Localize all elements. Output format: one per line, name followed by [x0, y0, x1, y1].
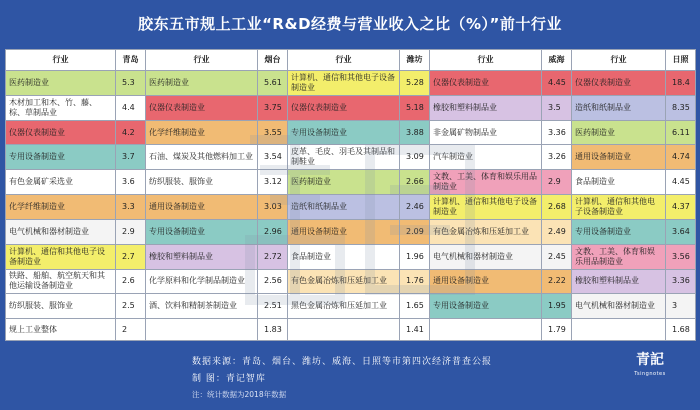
- header-industry-yantai: 行业: [146, 50, 258, 71]
- industry-cell-qingdao: 木材加工和木、竹、藤、棕、草制品业: [6, 95, 116, 120]
- industry-cell-yantai: 石油、煤炭及其他燃料加工业: [146, 145, 258, 170]
- industry-cell-weifang: 有色金属冶炼和压延加工业: [288, 269, 400, 294]
- table-body: [6, 71, 696, 341]
- value-cell-qingdao: 3.6: [116, 170, 146, 195]
- industry-cell-weihai: 电气机械和器材制造业: [430, 244, 542, 269]
- table-row: [6, 170, 696, 195]
- header-industry-weihai: 行业: [430, 50, 542, 71]
- value-cell-rizhao: 18.4: [666, 71, 696, 96]
- value-cell-weihai: 3.26: [542, 145, 572, 170]
- industry-cell-qingdao: 专用设备制造业: [6, 145, 116, 170]
- value-cell-weifang: 3.09: [400, 145, 430, 170]
- value-cell-qingdao: 2.5: [116, 294, 146, 319]
- footer: [0, 341, 700, 410]
- industry-cell-weifang: 医药制造业: [288, 170, 400, 195]
- value-cell-rizhao: 4.45: [666, 170, 696, 195]
- value-cell-yantai: 3.55: [258, 120, 288, 145]
- industry-cell-qingdao: 有色金属矿采选业: [6, 170, 116, 195]
- footnote-text: 注：统计数据为2018年数据: [192, 390, 287, 399]
- total-value-weifang: 1.41: [400, 319, 430, 341]
- industry-cell-qingdao: 纺织服装、服饰业: [6, 294, 116, 319]
- industry-cell-rizhao: 橡胶和塑料制品业: [572, 269, 666, 294]
- value-cell-weihai: 3.36: [542, 120, 572, 145]
- value-cell-weifang: 5.28: [400, 71, 430, 96]
- industry-cell-qingdao: 仪器仪表制造业: [6, 120, 116, 145]
- value-cell-weihai: 1.95: [542, 294, 572, 319]
- value-cell-rizhao: 3.56: [666, 244, 696, 269]
- industry-cell-weihai: 橡胶和塑料制品业: [430, 95, 542, 120]
- value-cell-weifang: 1.65: [400, 294, 430, 319]
- value-cell-qingdao: 2.6: [116, 269, 146, 294]
- industry-cell-weihai: 文教、工美、体育和娱乐用品制造业: [430, 170, 542, 195]
- industry-cell-weifang: 食品制造业: [288, 244, 400, 269]
- chart-maker-text: 制 图：青记智库: [192, 374, 266, 384]
- value-cell-qingdao: 5.3: [116, 71, 146, 96]
- value-cell-qingdao: 3.7: [116, 145, 146, 170]
- total-value-rizhao: 1.68: [666, 319, 696, 341]
- industry-cell-weifang: 黑色金属冶炼和压延加工业: [288, 294, 400, 319]
- value-cell-weifang: 5.18: [400, 95, 430, 120]
- value-cell-yantai: 2.72: [258, 244, 288, 269]
- value-cell-weifang: 1.96: [400, 244, 430, 269]
- value-cell-rizhao: 8.35: [666, 95, 696, 120]
- value-cell-weihai: 2.49: [542, 219, 572, 244]
- value-cell-weifang: 2.66: [400, 170, 430, 195]
- value-cell-yantai: 2.51: [258, 294, 288, 319]
- value-cell-rizhao: 6.11: [666, 120, 696, 145]
- industry-cell-rizhao: 计算机、通信和其他电子设备制造业: [572, 195, 666, 220]
- brand-logo-cn: 青記: [636, 352, 664, 368]
- value-cell-yantai: 3.12: [258, 170, 288, 195]
- industry-cell-weifang: 通用设备制造业: [288, 219, 400, 244]
- value-cell-yantai: 5.61: [258, 71, 288, 96]
- brand-logo: [626, 349, 674, 389]
- industry-cell-yantai: 橡胶和塑料制品业: [146, 244, 258, 269]
- header-city-weifang: 潍坊: [400, 50, 430, 71]
- value-cell-rizhao: 3.64: [666, 219, 696, 244]
- industry-cell-qingdao: 电气机械和器材制造业: [6, 219, 116, 244]
- value-cell-weifang: 2.09: [400, 219, 430, 244]
- total-value-qingdao: 2: [116, 319, 146, 341]
- table-row: [6, 269, 696, 294]
- industry-cell-rizhao: 医药制造业: [572, 120, 666, 145]
- total-value-yantai: 1.83: [258, 319, 288, 341]
- industry-cell-qingdao: 计算机、通信和其他电子设备制造业: [6, 244, 116, 269]
- industry-cell-weifang: 皮革、毛皮、羽毛及其制品和制鞋业: [288, 145, 400, 170]
- header-industry-qingdao: 行业: [6, 50, 116, 71]
- value-cell-weifang: 3.88: [400, 120, 430, 145]
- value-cell-qingdao: 4.2: [116, 120, 146, 145]
- industry-cell-yantai: 医药制造业: [146, 71, 258, 96]
- table-row: [6, 95, 696, 120]
- industry-cell-weifang: 计算机、通信和其他电子设备制造业: [288, 71, 400, 96]
- industry-cell-yantai: 专用设备制造业: [146, 219, 258, 244]
- table-row: [6, 294, 696, 319]
- value-cell-yantai: 2.56: [258, 269, 288, 294]
- value-cell-yantai: 3.03: [258, 195, 288, 220]
- value-cell-rizhao: 4.74: [666, 145, 696, 170]
- total-label: 规上工业整体: [6, 319, 116, 341]
- industry-cell-weihai: 通用设备制造业: [430, 269, 542, 294]
- industry-cell-rizhao: 仪器仪表制造业: [572, 71, 666, 96]
- industry-cell-qingdao: 铁路、船舶、航空航天和其他运输设备制造业: [6, 269, 116, 294]
- value-cell-weihai: 2.68: [542, 195, 572, 220]
- industry-cell-rizhao: 通用设备制造业: [572, 145, 666, 170]
- value-cell-weihai: 2.9: [542, 170, 572, 195]
- header-city-qingdao: 青岛: [116, 50, 146, 71]
- value-cell-weihai: 4.45: [542, 71, 572, 96]
- value-cell-rizhao: 4.37: [666, 195, 696, 220]
- header-industry-weifang: 行业: [288, 50, 400, 71]
- industry-cell-weihai: 专用设备制造业: [430, 294, 542, 319]
- value-cell-qingdao: 4.4: [116, 95, 146, 120]
- industry-cell-weihai: 汽车制造业: [430, 145, 542, 170]
- industry-table-container: [5, 49, 695, 341]
- total-value-weihai: 1.79: [542, 319, 572, 341]
- value-cell-yantai: 3.54: [258, 145, 288, 170]
- value-cell-qingdao: 2.7: [116, 244, 146, 269]
- value-cell-rizhao: 3: [666, 294, 696, 319]
- industry-cell-rizhao: 造纸和纸制品业: [572, 95, 666, 120]
- value-cell-qingdao: 3.3: [116, 195, 146, 220]
- industry-cell-qingdao: 医药制造业: [6, 71, 116, 96]
- value-cell-weihai: 2.22: [542, 269, 572, 294]
- industry-cell-rizhao: 文教、工美、体育和娱乐用品制造业: [572, 244, 666, 269]
- table-row: [6, 195, 696, 220]
- table-header-row: [6, 50, 696, 71]
- industry-cell-yantai: 酒、饮料和精制茶制造业: [146, 294, 258, 319]
- value-cell-weifang: 1.76: [400, 269, 430, 294]
- value-cell-yantai: 3.75: [258, 95, 288, 120]
- page-title: 胶东五市规上工业“R&D经费与营业收入之比（%）”前十行业: [138, 14, 562, 33]
- value-cell-weihai: 3.5: [542, 95, 572, 120]
- value-cell-weifang: 2.46: [400, 195, 430, 220]
- value-cell-rizhao: 3.36: [666, 269, 696, 294]
- industry-cell-weihai: 仪器仪表制造业: [430, 71, 542, 96]
- industry-cell-yantai: 化学原料和化学制品制造业: [146, 269, 258, 294]
- industry-cell-weihai: 计算机、通信和其他电子设备制造业: [430, 195, 542, 220]
- table-row: [6, 71, 696, 96]
- industry-cell-rizhao: 专用设备制造业: [572, 219, 666, 244]
- industry-cell-yantai: 纺织服装、服饰业: [146, 170, 258, 195]
- total-empty-cell: [146, 319, 258, 341]
- industry-cell-rizhao: 食品制造业: [572, 170, 666, 195]
- industry-cell-yantai: 仪器仪表制造业: [146, 95, 258, 120]
- total-empty-cell: [572, 319, 666, 341]
- value-cell-weihai: 2.45: [542, 244, 572, 269]
- table-row: [6, 120, 696, 145]
- header-city-weihai: 威海: [542, 50, 572, 71]
- table-row: [6, 219, 696, 244]
- header-industry-rizhao: 行业: [572, 50, 666, 71]
- industry-cell-rizhao: 电气机械和器材制造业: [572, 294, 666, 319]
- table-row: [6, 244, 696, 269]
- total-empty-cell: [288, 319, 400, 341]
- industry-cell-weifang: 专用设备制造业: [288, 120, 400, 145]
- table-row: [6, 145, 696, 170]
- total-empty-cell: [430, 319, 542, 341]
- industry-cell-weifang: 造纸和纸制品业: [288, 195, 400, 220]
- value-cell-qingdao: 2.9: [116, 219, 146, 244]
- industry-table: [5, 49, 696, 341]
- total-row: [6, 319, 696, 341]
- data-source-text: 数据来源：青岛、烟台、潍坊、威海、日照等市第四次经济普查公报: [192, 357, 493, 367]
- industry-cell-qingdao: 化学纤维制造业: [6, 195, 116, 220]
- value-cell-yantai: 2.96: [258, 219, 288, 244]
- industry-cell-yantai: 化学纤维制造业: [146, 120, 258, 145]
- header-city-yantai: 烟台: [258, 50, 288, 71]
- industry-cell-weihai: 非金属矿物制品业: [430, 120, 542, 145]
- industry-cell-weihai: 有色金属冶炼和压延加工业: [430, 219, 542, 244]
- brand-logo-en: Tsingnotes: [634, 371, 666, 377]
- industry-cell-weifang: 仪器仪表制造业: [288, 95, 400, 120]
- industry-cell-yantai: 通用设备制造业: [146, 195, 258, 220]
- header-city-rizhao: 日照: [666, 50, 696, 71]
